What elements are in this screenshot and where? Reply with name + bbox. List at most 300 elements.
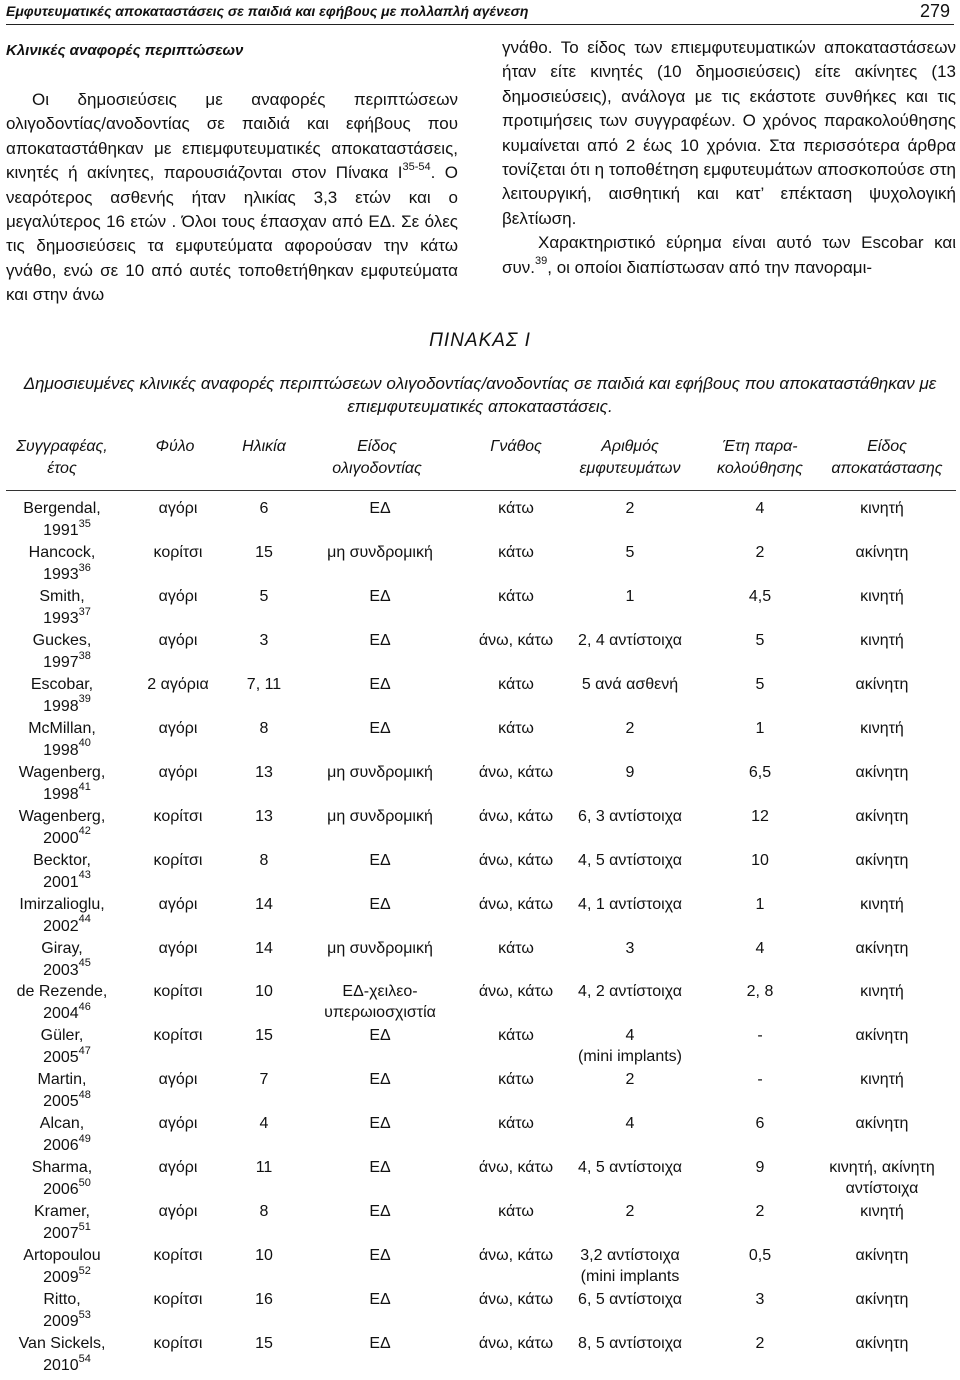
cell-text: κινητή (860, 895, 904, 913)
cell-text: 9 (755, 1159, 765, 1177)
cell-restoration (810, 938, 954, 959)
cell-text: κινητή (860, 587, 904, 605)
cell-text: 2 (625, 500, 635, 517)
cell-text: 16 (255, 1291, 273, 1309)
cell-followup (700, 542, 820, 563)
cell-author-year (0, 674, 124, 718)
cell-age (222, 630, 306, 651)
header-line: ολιγοδοντίας (332, 460, 422, 477)
reference-number: 42 (78, 825, 91, 838)
reference-number: 36 (78, 561, 91, 574)
cell-text: αγόρι (158, 587, 198, 605)
publication-year (0, 1132, 124, 1157)
cell-followup (700, 1333, 820, 1354)
table-row (0, 1289, 960, 1333)
publication-year (0, 1047, 124, 1069)
year: 1997 (43, 653, 79, 671)
cell-text-line2: αντίστοιχα (845, 1180, 919, 1198)
cell-age (222, 498, 306, 519)
cell-text: κάτω (498, 719, 534, 737)
cell-text: κάτω (498, 939, 534, 957)
cell-sex (130, 1289, 226, 1310)
header-line: Αριθμός (601, 438, 659, 455)
cell-text: αγόρι (158, 631, 198, 649)
publication-year (0, 1003, 124, 1025)
cell-text: 13 (255, 807, 273, 825)
cell-age (222, 894, 306, 915)
author-name: Escobar, (30, 675, 94, 693)
cell-followup (700, 938, 820, 959)
cell-sex (130, 498, 226, 519)
cell-author-year (0, 1069, 124, 1113)
cell-text: κάτω (498, 1203, 534, 1221)
table-row (0, 981, 960, 1025)
cell-text: ΕΔ (369, 631, 391, 649)
cell-text: ακίνητη (855, 543, 909, 561)
header-line: Είδος (867, 438, 907, 455)
publication-year (0, 781, 124, 806)
cell-text: 0,5 (748, 1247, 772, 1265)
cell-type (300, 718, 460, 739)
cell-sex (130, 718, 226, 739)
cell-age (222, 674, 306, 695)
cell-text: 12 (751, 807, 769, 825)
cell-type (300, 1201, 460, 1222)
year: 2009 (43, 1313, 79, 1331)
year: 2005 (43, 1049, 79, 1067)
cell-text: 2 (625, 1071, 635, 1089)
cell-text: 2, 8 (746, 983, 774, 1001)
cell-text: 6 (755, 1115, 765, 1133)
cell-author-year (0, 1289, 124, 1333)
author-name: Güler, (40, 1027, 84, 1045)
year: 2006 (43, 1137, 79, 1155)
cell-text: μη συνδρομική (327, 543, 433, 561)
cell-text: κινητή (860, 1071, 904, 1089)
cell-author-year (0, 894, 124, 938)
header-restoration (820, 436, 954, 480)
cell-implants (560, 718, 700, 739)
year: 2004 (43, 1005, 79, 1023)
cell-text: 8 (259, 851, 269, 869)
table-row (0, 1025, 960, 1069)
cell-text: ΕΔ (369, 719, 391, 737)
table-row (0, 1245, 960, 1289)
cell-text: κινητή, ακίνητη (829, 1159, 935, 1177)
publication-year (0, 1220, 124, 1245)
cell-text: αγόρι (158, 939, 198, 957)
cell-implants (560, 586, 700, 607)
cell-text: 14 (255, 939, 273, 957)
cell-restoration (810, 542, 954, 563)
publication-year (0, 957, 124, 982)
author-name: Guckes, (32, 631, 92, 649)
cell-text: κινητή (860, 719, 904, 737)
cell-text: 3 (755, 1291, 765, 1309)
cell-text: 5 (755, 631, 765, 649)
cell-jaw (456, 674, 576, 695)
reference-number: 40 (78, 737, 91, 750)
cell-jaw (456, 1245, 576, 1266)
header-line: Ηλικία (242, 438, 286, 455)
cell-text: 2 (755, 1335, 765, 1353)
cell-age (222, 981, 306, 1002)
year: 2000 (43, 829, 79, 847)
cell-text: 2 (755, 543, 765, 561)
cell-text: άνω, κάτω (478, 763, 554, 781)
year: 1991 (43, 522, 79, 539)
cell-type (300, 586, 460, 607)
reference-number: 53 (78, 1308, 91, 1321)
reference-number: 49 (78, 1132, 91, 1145)
cell-text: 13 (255, 763, 273, 781)
cell-text-line2: (mini implants (580, 1268, 680, 1286)
cell-age (222, 762, 306, 783)
cell-text: 4,5 (748, 587, 772, 605)
page-number: 279 (919, 1, 950, 21)
table-title: ΠΙΝΑΚΑΣ Ι (429, 330, 531, 351)
year: 1998 (43, 697, 79, 715)
year: 1993 (43, 565, 79, 583)
cell-sex (130, 630, 226, 651)
cell-followup (700, 498, 820, 519)
cell-type (300, 542, 460, 563)
cell-text: ακίνητη (855, 1291, 909, 1309)
table-row (0, 542, 960, 586)
cell-age (222, 1201, 306, 1222)
citation-sup: 39 (535, 255, 548, 267)
cell-text: κορίτσι (153, 1291, 203, 1309)
cell-restoration (810, 894, 954, 915)
table-row (0, 938, 960, 982)
year: 2009 (43, 1269, 79, 1287)
cell-jaw (456, 718, 576, 739)
cell-jaw (456, 498, 576, 519)
cell-text: αγόρι (158, 500, 198, 517)
cell-text: 8 (259, 719, 269, 737)
left-text-1: Οι δημοσιεύσεις με αναφορές περιπτώσεων ολιγοδοντίας/ανοδοντίας σε παιδιά και εφήβους που αποκαταστάθηκαν με επιεμφυτευματικές αποκαταστάσεις, κινητές ή ακίνητες, παρουσιάζονται στον Πίνακα Ι (6, 90, 458, 183)
year: 2002 (43, 917, 79, 935)
cell-author-year (0, 938, 124, 982)
cell-restoration (810, 1333, 954, 1354)
table-row (0, 498, 960, 542)
cell-text: ΕΔ (369, 675, 391, 693)
cell-followup (700, 1025, 820, 1046)
cell-text: ακίνητη (855, 1247, 909, 1265)
cell-text: ΕΔ (369, 1203, 391, 1221)
cell-jaw (456, 1289, 576, 1310)
cell-followup (700, 1289, 820, 1310)
publication-year (0, 1264, 124, 1289)
cell-restoration (810, 1025, 954, 1046)
cell-implants (560, 1113, 700, 1134)
author-name: Bergendal, (23, 500, 101, 517)
cell-restoration (810, 630, 954, 651)
cell-sex (130, 806, 226, 827)
reference-number: 52 (78, 1264, 91, 1277)
cell-followup (700, 1113, 820, 1134)
header-line: Συγγραφέας, (16, 438, 108, 455)
author-name: Giray, (41, 939, 83, 957)
cell-text: 4, 1 αντίστοιχα (578, 895, 682, 913)
cell-text: αγόρι (158, 763, 198, 781)
cell-age (222, 1025, 306, 1046)
cell-text: κάτω (498, 1027, 534, 1045)
cell-followup (700, 630, 820, 651)
cell-type (300, 1333, 460, 1354)
cell-followup (700, 762, 820, 783)
reference-number: 43 (78, 869, 91, 882)
cell-text: κορίτσι (153, 543, 203, 561)
cell-implants (560, 894, 700, 915)
cell-text: 1 (755, 895, 765, 913)
cell-text: 7 (259, 1071, 269, 1089)
cell-text: 6, 5 αντίστοιχα (578, 1291, 682, 1309)
cell-jaw (456, 938, 576, 959)
publication-year (0, 913, 124, 938)
publication-year (0, 517, 124, 542)
cell-text: ακίνητη (855, 763, 909, 781)
cell-text: άνω, κάτω (478, 1291, 554, 1309)
cell-jaw (456, 806, 576, 827)
cell-age (222, 542, 306, 563)
cell-text: αγόρι (158, 719, 198, 737)
year: 1993 (43, 609, 79, 627)
author-name: Wagenberg, (18, 763, 106, 781)
cell-sex (130, 1157, 226, 1178)
left-text-2: . Ο νεαρότερος ασθενής ήταν ηλικίας 3,3 ετών και ο μεγαλύτερος 16 ετών . Όλοι τους έπασχαν από ΕΔ. Σε όλες τις δημοσιεύσεις τα εμφυτεύματα αφορούσαν την κάτω γνάθο, ενώ σε 10 από αυτές τοποθετήθηκαν εμφυτεύματα και στην άνω (6, 163, 458, 305)
cell-author-year (0, 1025, 124, 1069)
cell-text: κάτω (498, 543, 534, 561)
cell-text: κινητή (860, 631, 904, 649)
header-line: Φύλο (155, 438, 195, 455)
author-name: McMillan, (28, 719, 96, 737)
table-row (0, 1201, 960, 1245)
cell-text: - (757, 1071, 763, 1089)
reference-number: 50 (78, 1176, 91, 1189)
cell-text: 4 (625, 1115, 635, 1133)
cell-age (222, 1289, 306, 1310)
cell-author-year (0, 806, 124, 850)
publication-year (0, 693, 124, 718)
year: 2007 (43, 1225, 79, 1243)
cell-age (222, 1157, 306, 1178)
cell-type (300, 762, 460, 783)
cell-text: 4 (625, 1027, 635, 1045)
table-row (0, 674, 960, 718)
cell-restoration (810, 762, 954, 783)
cell-restoration (810, 1113, 954, 1134)
table-header-rule (6, 490, 956, 491)
cell-text: ΕΔ (369, 1291, 391, 1309)
cell-text: άνω, κάτω (478, 807, 554, 825)
cell-restoration (810, 981, 954, 1002)
cell-age (222, 1113, 306, 1134)
cell-text: κινητή (860, 983, 904, 1001)
left-paragraph (6, 88, 458, 308)
cell-text: 4 (755, 939, 765, 957)
cell-age (222, 1069, 306, 1090)
cell-type (300, 674, 460, 695)
cell-restoration (810, 1157, 954, 1199)
cell-jaw (456, 1157, 576, 1178)
section-heading: Κλινικές αναφορές περιπτώσεων (6, 42, 244, 59)
cell-sex (130, 938, 226, 959)
reference-number: 48 (78, 1089, 91, 1102)
cell-author-year (0, 850, 124, 894)
reference-number: 47 (78, 1045, 91, 1058)
author-name: Imirzalioglu, (19, 895, 105, 913)
cell-jaw (456, 586, 576, 607)
cell-implants (560, 938, 700, 959)
cell-jaw (456, 1333, 576, 1354)
cell-text: κάτω (498, 587, 534, 605)
cell-text: αγόρι (158, 1115, 198, 1133)
cell-implants (560, 1333, 700, 1354)
cell-jaw (456, 981, 576, 1002)
cell-jaw (456, 630, 576, 651)
cell-implants (560, 850, 700, 871)
running-header (6, 0, 954, 25)
cell-type (300, 1289, 460, 1310)
cell-text: κορίτσι (153, 983, 203, 1001)
cell-implants (560, 981, 700, 1002)
cell-text: ΕΔ (369, 1115, 391, 1133)
cell-text: αγόρι (158, 1159, 198, 1177)
cell-text: κορίτσι (153, 851, 203, 869)
cell-text: ακίνητη (855, 939, 909, 957)
cell-jaw (456, 1201, 576, 1222)
cell-text: - (757, 1027, 763, 1045)
author-name: Van Sickels, (18, 1335, 106, 1353)
cell-text: κάτω (498, 675, 534, 693)
cell-author-year (0, 718, 124, 762)
cell-text: 15 (255, 543, 273, 561)
header-line: κολούθησης (717, 460, 803, 477)
cell-age (222, 1245, 306, 1266)
publication-year (0, 1352, 124, 1377)
cell-author-year (0, 981, 124, 1025)
author-name: Becktor, (33, 851, 91, 869)
cell-text: ΕΔ (369, 1071, 391, 1089)
cell-type (300, 850, 460, 871)
cell-text: μη συνδρομική (327, 763, 433, 781)
cell-implants (560, 630, 700, 651)
author-name: Ritto, (43, 1291, 81, 1309)
cell-text: 5 (625, 543, 635, 561)
cell-type (300, 1069, 460, 1090)
cell-sex (130, 981, 226, 1002)
table-row (0, 630, 960, 674)
cell-text: 2, 4 αντίστοιχα (578, 631, 682, 649)
year: 2001 (43, 873, 79, 891)
cell-author-year (0, 1157, 124, 1201)
cell-implants (560, 674, 700, 695)
reference-number: 45 (78, 957, 91, 970)
cell-text: άνω, κάτω (478, 895, 554, 913)
cell-text: μη συνδρομική (327, 807, 433, 825)
cell-author-year (0, 498, 124, 542)
cell-text: 5 (755, 675, 765, 693)
cell-restoration (810, 850, 954, 871)
cell-text: 6,5 (748, 763, 772, 781)
cell-text: αγόρι (158, 1203, 198, 1221)
year: 2010 (43, 1357, 79, 1375)
cell-text: 3 (625, 939, 635, 957)
year: 2005 (43, 1093, 79, 1111)
right-text-2a: Χαρακτηριστικό εύρημα είναι αυτό των Escobar και συν. (502, 233, 956, 277)
cell-text: 4, 5 αντίστοιχα (578, 1159, 682, 1177)
cell-text: 1 (625, 587, 635, 605)
year: 1998 (43, 741, 79, 759)
left-column (6, 88, 458, 308)
header-implants (560, 436, 700, 480)
cell-text: κινητή (860, 1203, 904, 1221)
cell-text: 10 (255, 1247, 273, 1265)
cell-text: αγόρι (158, 895, 198, 913)
cell-implants (560, 1245, 700, 1287)
cell-text-line2: (mini implants) (577, 1048, 682, 1066)
cell-text: κορίτσι (153, 1335, 203, 1353)
reference-number: 35 (78, 517, 91, 530)
cell-implants (560, 1289, 700, 1310)
author-name: Martin, (37, 1071, 87, 1089)
cell-text: 4 (259, 1115, 269, 1133)
cell-text: 6 (259, 500, 269, 517)
right-text-2b: , οι οποίοι διαπίστωσαν από την πανοραμι- (547, 257, 873, 277)
cell-jaw (456, 1025, 576, 1046)
cell-restoration (810, 1289, 954, 1310)
right-paragraph-2 (502, 231, 956, 280)
cell-sex (130, 1245, 226, 1266)
cell-text: κινητή (860, 500, 904, 517)
header-type (312, 436, 442, 480)
table-caption: Δημοσιευμένες κλινικές αναφορές περιπτώσεων ολιγοδοντίας/ανοδοντίας σε παιδιά και εφήβους που αποκαταστάθηκαν με επιεμφυτευματικές αποκαταστάσεις. (23, 374, 937, 416)
publication-year (0, 649, 124, 674)
cell-text: ΕΔ (369, 1027, 391, 1045)
cell-text: ΕΔ (369, 1159, 391, 1177)
cell-text: άνω, κάτω (478, 1247, 554, 1265)
cell-followup (700, 1157, 820, 1178)
table-row (0, 850, 960, 894)
cell-text: 2 (625, 1203, 635, 1221)
cell-type (300, 1025, 460, 1046)
header-line: Γνάθος (490, 438, 542, 455)
year: 2003 (43, 961, 79, 979)
cell-implants (560, 806, 700, 827)
cell-text: 8, 5 αντίστοιχα (578, 1335, 682, 1353)
cell-author-year (0, 586, 124, 630)
cell-age (222, 850, 306, 871)
cell-age (222, 718, 306, 739)
table-row (0, 1069, 960, 1113)
cell-type (300, 938, 460, 959)
cell-jaw (456, 762, 576, 783)
reference-number: 46 (78, 1001, 91, 1014)
cell-type (300, 894, 460, 915)
cell-jaw (456, 894, 576, 915)
cell-age (222, 938, 306, 959)
cell-text: 5 ανά ασθενή (581, 675, 679, 693)
cell-text-line2: υπερωιοσχιστία (324, 1004, 436, 1022)
cell-jaw (456, 1113, 576, 1134)
cell-author-year (0, 1113, 124, 1157)
cell-text: ακίνητη (855, 1027, 909, 1045)
header-line: έτος (47, 460, 77, 477)
cell-type (300, 630, 460, 651)
cell-text: 2 (625, 719, 635, 737)
cell-text: 15 (255, 1027, 273, 1045)
